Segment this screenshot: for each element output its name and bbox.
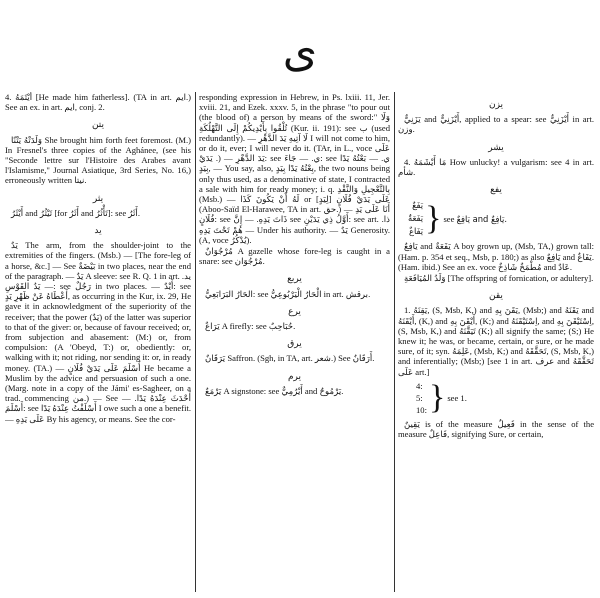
entry-paragraph: 4. مَا أَيْشَمَهُ How unlucky! a vulgarism: see 4 in art. شأم.: [398, 156, 594, 178]
root-heading: يشر: [488, 141, 504, 152]
root-heading: يقن: [489, 290, 503, 301]
brace-see-label: see: [443, 213, 455, 224]
root-heading: يثر: [92, 192, 104, 203]
brace-target: يَافِعٌ and يَافِعٌ.: [456, 213, 508, 224]
entry-paragraph: يَزَنِيٌّ and أَيْزَنِيٌّ, applied to a spear: see أَيْزَنِيٌّ in art. وزن.: [398, 114, 594, 135]
brace-number: 4:: [416, 380, 423, 391]
brace-number: 5:: [416, 392, 423, 403]
root-heading: يرق: [287, 338, 302, 349]
entry-paragraph: أَيْثَرُ and تَيْثُرُ [for أَثَرُ and تَأْثُرُ]: see أَثَرُ.: [11, 207, 140, 218]
column-middle: [199, 92, 390, 594]
entry-paragraph: يَدٌ The arm, from the shoulder-joint to the extremities of the fingers. (Msb.) — [The fore-leg of a horse, &c.] — See بَيْضَةٌ in two places, near the end of the paragraph. — يَدٌ A sleeve: see R. Q. 1 in art. يد. — يَدُ القَوْسِ: see رَجُلٌ in two places. — أَيْدٌ: see أَعْطَاهُ عَنْ ظَهْرِ يَدٍ, as occurring in the Kur, ix. 29, He gave it in acknowledgment of the superiority of the receiver; that the power (يَدٌ) of the latter was superior to that of the giver: or, because of favour received; or, from subjection and abasement: (M:) or, from compulsion: (A 'Obeyd, T:) or, obediently: or, walking with it; not riding, nor sending it: or, in ready money. (TA.) — أَسْلَمَ عَلَى يَدَيْ فُلَانٍ He became a Muslim by the advice and persuasion of such a one. (Marg. note in a copy of the Jámi' es-Sagheer, on a trad. commencing من.) — See أَحْدَثَ عِنْدَهُ يَدًا. — أَسْلَمَ: see أَسْلَفْتُ عِنْدَهُ يَدًا I owe such a one a benefit. — عَلَى يَدِهِ By his agency, or means. See the cor-: [5, 240, 191, 424]
root-heading: يتن: [91, 119, 105, 130]
column-rule-left: [195, 92, 196, 592]
entry-paragraph: يَقِينٌ is of the measure فَعِيلٌ in the sense of the measure فَاعِلٌ, signifying Sure, or certain,: [398, 418, 594, 440]
entry-paragraph: وَلَدُ المُيَافَعَةِ [The offspring of fornication, or adultery].: [404, 273, 594, 284]
column-right: [398, 92, 594, 594]
entry-paragraph: 4. أَيْتَمَهُ [He made him fatherless]. (TA in art. ايم.) See an ex. in art. ايم, conj. 2.: [5, 92, 191, 113]
brace-number: 10:: [416, 404, 427, 415]
column-left: [5, 92, 191, 594]
root-heading: يزن: [488, 99, 504, 109]
entry-paragraph: يَرَقَانٌ Saffron. (Sgh, in TA, art. شعر.) See أَرَقَانٌ.: [205, 353, 375, 364]
brace-word: يَفَاعٌ: [408, 226, 424, 237]
brace-word: يَفَعٌ: [412, 200, 424, 211]
entry-paragraph: يَافِعٌ and يَفَعَةٌ A boy grown up, (Msb, TA,) grown tall: (Ham. p. 354 et seq., Msb, p. 180;) as also يَافِعٌ and يَفَاعٌ. (Ham. ibid.) See an ex. voce مُطْمَخٌ شَاذِخٌ and عَادٌ.: [398, 241, 594, 272]
entry-paragraph: 1. يَقِنَهُ, (S, Msb, K,) and يَقَنَ بِهِ, (Msb;) and يَقَنَهُ and أَيْقَنَهُ, (K,) and أَيْقَنَ بِهِ, (K;) and اِسْتَيْقَنَهُ, and اِسْتَيْقَنَ بِهِ, (S, Msb, K,) and تَيَقَّنَهُ (K;) all signify the same; (S;) He knew it; he was, or became, certain, or sure, or he made sure, of it; syn. عَلِمَهُ, (Msb, K;) and تَحَقَّقَهُ, (S, Msb, K,) and inferentially; (Msb;) [see 1 in art. عرف and تَحَقَّقَهُ عَلَى art.]: [398, 305, 594, 377]
brace-word: يَفَعَةٌ: [408, 213, 424, 224]
root-heading: يفع: [490, 184, 502, 195]
brace-word-list: [408, 199, 423, 238]
entry-paragraph: وَلَدَتْهُ يَتْنًا She brought him forth feet foremost. (M.) In Fresnel's three copies of the Aghánee, (see his "Seconde lettre sur l'Histoire des Arabes avant l'Islamisme," Journal Asiatique, 3rd Series, No. 16,) erroneously written نيتا.: [5, 134, 191, 186]
root-heading: يرع: [288, 305, 301, 316]
brace-see-label: see 1.: [447, 392, 467, 403]
brace-group: [398, 380, 594, 416]
entry-paragraph: مُرْجُوَانٌ A gazelle whose fore-leg is caught in a snare: see مُرْجُوَان.: [199, 246, 390, 267]
root-heading: يرم: [287, 370, 302, 381]
page-headword: ى: [282, 26, 318, 77]
root-heading: يد: [94, 225, 102, 236]
entry-paragraph: responding expression in Hebrew, in Ps. lxiii. 11, Jer. xviii. 21, and Ezek. xxxv. 5, in the phrase "to pour out (the blood of) a person by means of the sword:" وَلَا تُلْقُوا بِأَيْدِيكُمْ إِلَى التَّهْلُكَةِ (Kur. ii. 191): see ب (used redundantly). — لَا آتِيهِ يَدَ الدَّهْرِ I will not come to him, or do it, ever; I will never do it. (TAr, in L., voce عَلَى يَدَيْ .) — يَدَ الدَّهْرِ: see ي. — جَاءَ: see ي. — بَعْتُهُ يَدًا بِيَدٍ, — You say, also, بِعْتُهُ يَدًا بِيَدٍ, the two nouns being only thus used, as a denominative of state, I contracted a sale with him for ready money; i. q. بِالتَّعْجِيلِ وَالنَّقْدِ (Msb.) — لَهُ أَنْ يَكُونَ كَذَا or [لِيَدٍ] عَلَى يَدَيْ فُلَانٍ (Aboo-Saïd El-Harawee, TA in art. حق.) — أَنَا عَلَى يَدِ فُلَانٍ: see ذَاتَ يَدِهِ. — إِنَّ see أَوَّلُ ذِي يَدَيْنِ: see art. ذا. — هُمْ تَحْتَ يَدِهِ Under his authority. — يَدٌ Generosity. (A, voce يُدْكُرُ).: [199, 92, 390, 245]
curly-brace-icon: }: [425, 199, 442, 237]
root-heading: يربع: [287, 273, 302, 284]
curly-brace-icon: }: [428, 378, 446, 416]
entry-paragraph: يَرَاعٌ A firefly: see حُبَاحِبٌ.: [205, 321, 296, 332]
brace-group: [398, 199, 594, 238]
brace-number-list: [416, 380, 427, 416]
entry-paragraph: الحَارُ البَرَابَعِيُّ: see الْحَارُ الْيَرْبُوعِيُّ in art. برقش.: [205, 288, 371, 299]
entry-paragraph: يَرْمَعٌ A signstone: see أَيْرُمِيٌّ and يَرْمُوحٌ.: [205, 385, 344, 396]
column-rule-right: [394, 92, 395, 592]
